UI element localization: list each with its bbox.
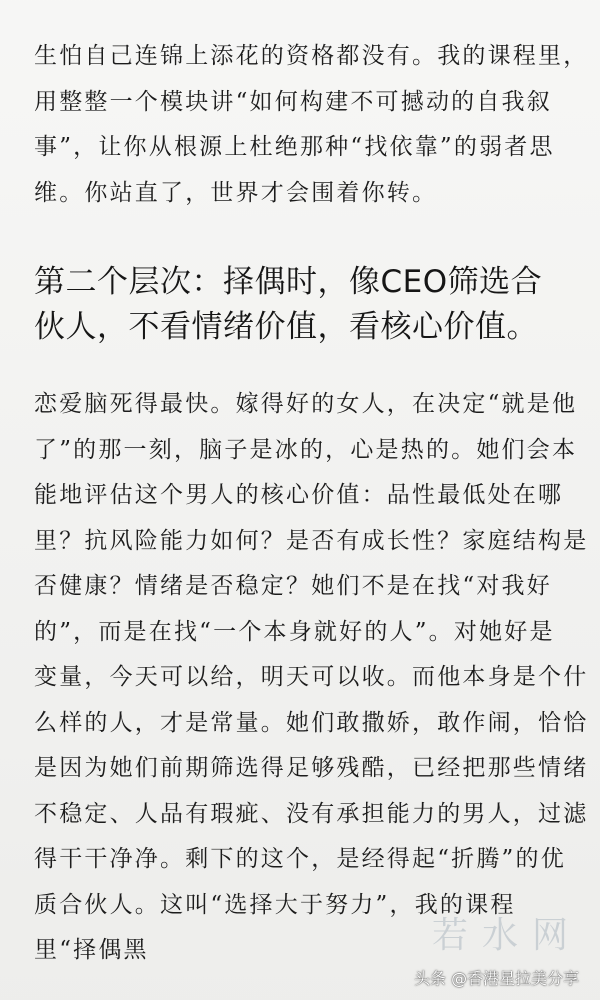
section-heading-line: 伙人，不看情绪价值，看核心价值。 xyxy=(34,309,538,345)
paragraph-main-line: 得干干净净。剩下的这个，是经得起“折腾”的优 xyxy=(34,846,566,872)
paragraph-main-line: 里“择偶黑 xyxy=(34,937,149,963)
paragraph-intro-line: 维。你站直了，世界才会围着你转。 xyxy=(34,179,438,206)
paragraph-main-line: 质合伙人。这叫“选择大于努力”，我的课程 xyxy=(34,891,516,918)
section-heading-line: 第二个层次：择偶时，像CEO筛选合 xyxy=(34,264,543,300)
watermark-source: 头条 @香港星拉美分享 xyxy=(414,969,580,988)
paragraph-main-line: 能地评估这个男人的核心价值：品性最低处在哪 xyxy=(34,482,564,508)
paragraph-intro-line: 生怕自己连锦上添花的资格都没有。我的课程里， xyxy=(34,43,589,69)
paragraph-main-line: 变量，今天可以给，明天可以收。而他本身是个什 xyxy=(34,664,589,690)
paragraph-main-line: 里？抗风险能力如何？是否有成长性？家庭结构是 xyxy=(34,527,589,554)
paragraph-main-line: 恋爱脑死得最快。嫁得好的女人，在决定“就是他 xyxy=(34,391,578,417)
paragraph-main-line: 否健康？情绪是否稳定？她们不是在找“对我好 xyxy=(34,573,552,599)
paragraph-intro xyxy=(34,34,589,216)
paragraph-main-line: 了”的那一刻，脑子是冰的，心是热的。她们会本 xyxy=(34,436,578,463)
paragraph-main-line: 是因为她们前期筛选得足够残酷，已经把那些情绪 xyxy=(34,755,589,781)
paragraph-intro-line: 用整整一个模块讲“如何构建不可撼动的自我叙 xyxy=(34,88,552,115)
paragraph-intro-line: 事”，让你从根源上杜绝那种“找依靠”的弱者思 xyxy=(34,134,555,160)
document-body xyxy=(34,34,589,974)
paragraph-main-line: 的”，而是在找“一个本身就好的人”。对她好是 xyxy=(34,618,555,645)
section-heading xyxy=(34,260,574,350)
watermark-logo: 若水网 xyxy=(431,915,582,956)
paragraph-main-line: 不稳定、人品有瑕疵、没有承担能力的男人，过滤 xyxy=(34,800,589,827)
paragraph-main-line: 么样的人，才是常量。她们敢撒娇，敢作闹，恰恰 xyxy=(34,709,589,736)
paragraph-main xyxy=(34,382,589,974)
